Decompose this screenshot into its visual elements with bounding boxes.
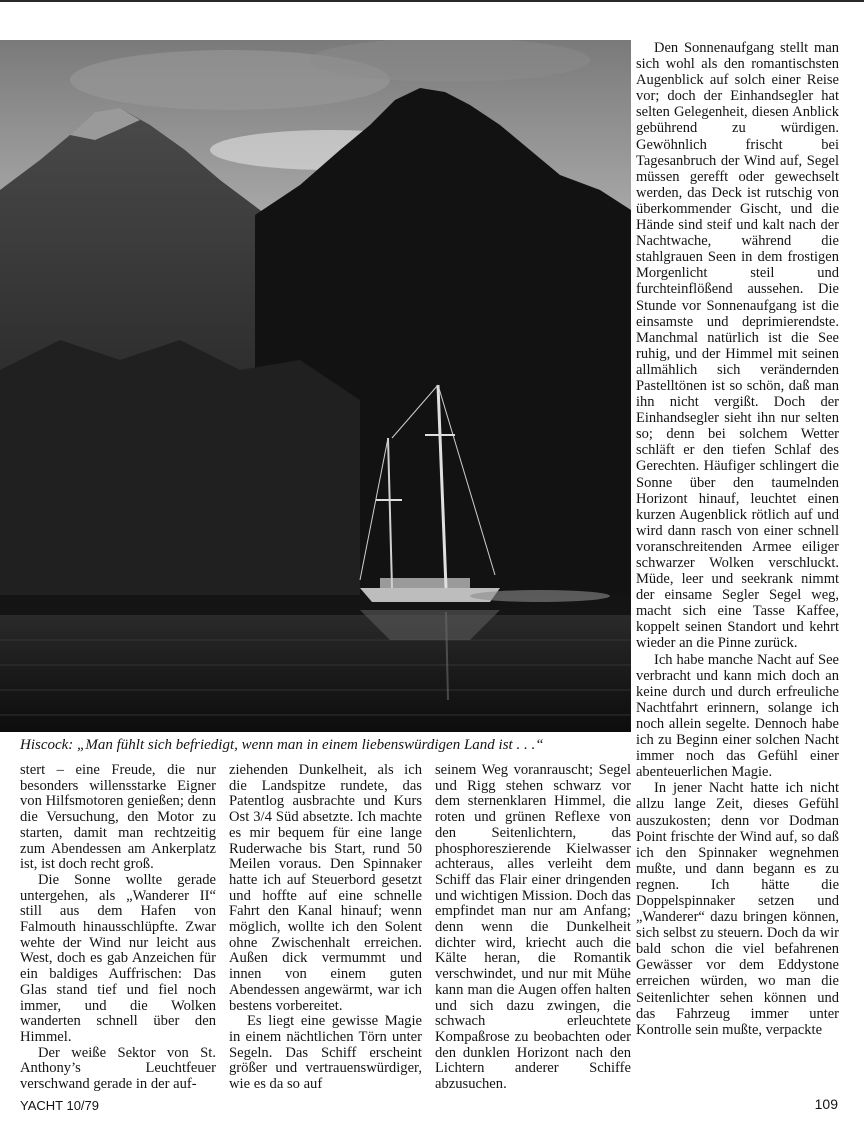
paragraph: In jener Nacht hatte ich nicht allzu lange Zeit, dieses Gefühl auszukosten; denn vor Dodman Point frischte der Wind auf, so daß ich den Spinnaker wegnehmen mußte, und dann begann es zu regnen. Ich hätte die Doppelspinnaker setzen und „Wanderer“ dazu bringen können, sich selbst zu steuern. Doch da wir bald schon die viel befahrenen Gewässer vor dem Eddystone erreichen würden, wo man die Seitenlichter sehen können und das Fahrzeug immer unter Kontrolle sein mußte, verpackte	[636, 780, 839, 1038]
page-number: 109	[814, 1096, 838, 1112]
top-rule	[0, 0, 864, 2]
paragraph: seinem Weg voranrauscht; Segel und Rigg stehen schwarz vor dem sternenklaren Himmel, die roten und grünen Reflexe von den Seitenlichtern, das phosphoreszierende Kielwasser achteraus, alles verleiht dem Schiff das Flair einer dringenden und wichtigen Mission. Doch das empfindet man nur am Anfang; denn wenn die Dunkelheit dichter wird, kriecht auch die Kälte heran, die Romantik verschwindet, und nur mit Mühe kann man die Augen offen halten und sich dazu zwingen, die schwach erleuchtete Kompaßrose zu beobachten oder den dunklen Horizont nach den Lichtern anderer Schiffe abzusuchen.	[435, 762, 631, 1093]
sailboat-photo	[0, 40, 631, 732]
paragraph: Es liegt eine gewisse Magie in einem nächtlichen Törn unter Segeln. Das Schiff erscheint größer und vertrauenswürdiger, wie es da so auf	[229, 1013, 422, 1093]
paragraph: Der weiße Sektor von St. Anthony’s Leuchtfeuer verschwand gerade in der auf-	[20, 1044, 216, 1093]
photo-sailboat-fjord-icon	[0, 40, 631, 732]
right-text-column	[636, 40, 839, 1038]
text-column-3	[435, 763, 631, 1093]
paragraph: stert – eine Freude, die nur besonders willensstarke Eigner von Hilfsmotoren genießen; denn die Versuchung, den Motor zu starten, damit man rechtzeitig zum Abendessen am Ankerplatz ist, ist doch recht groß.	[20, 762, 216, 873]
paragraph: Den Sonnenaufgang stellt man sich wohl als den romantischsten Augenblick auf solch einer Reise vor; doch der Einhandsegler hat selten Gelegenheit, diesen Anblick gebührend zu würdigen. Gewöhnlich frischt bei Tagesanbruch der Wind auf, Segel müssen gerefft oder gewechselt werden, das Deck ist rutschig von überkommender Gischt, und die Hände sind steif und kalt nach der Nachtwache, während die stahlgrauen Seen in dem frostigen Morgenlicht steil und furchteinflößend aussehen. Die Stunde vor Sonnenaufgang ist die einsamste und deprimierendste. Manchmal natürlich ist die See ruhig, und der Himmel mit seinen allmählich sich verändernden Pastelltönen ist so schön, daß man ihn nicht vergißt. Doch der Einhandsegler sieht ihn nur selten so; denn bei solchem Wetter schläft er den tiefen Schlaf des Gerechten. Häufiger schlingert die Sonne über den taumelnden Horizont hinauf, leuchtet einen kurzen Augenblick rötlich auf und wird dann rasch von einer schnell voranschreitenden Armee eiliger schwarzer Wolken verschluckt. Müde, leer und seekrank nimmt der einsame Segler Segel weg, macht sich eine Tasse Kaffee, koppelt seinen Standort und kehrt wieder an die Pinne zurück.	[636, 40, 839, 652]
magazine-issue: YACHT 10/79	[20, 1098, 100, 1113]
paragraph: Die Sonne wollte gerade untergehen, als „Wanderer II“ still aus dem Hafen von Falmouth hinausschlüpfte. Zwar wehte der Wind nur leicht aus West, doch es gab Anzeichen für ein baldiges Auffrischen: Das Glas stand tief und fiel noch immer, und die Wolken wanderten schnell über den Himmel.	[20, 871, 216, 1045]
paragraph: Ich habe manche Nacht auf See verbracht und kann mich doch an keine durch und durch erfreuliche Nachtfahrt erinnern, solange ich noch allein segelte. Dennoch habe ich zu Beginn einer solchen Nacht immer noch das Gefühl einer abenteuerlichen Magie.	[636, 651, 839, 781]
paragraph: ziehenden Dunkelheit, als ich die Landspitze rundete, das Patentlog ausbrachte und Kurs Ost 3/4 Süd absetzte. Ich machte es mir bequem für eine lange Ruderwache bis Start, rund 50 Meilen voraus. Den Spinnaker hatte ich auf Steuerbord gesetzt und hoffte auf eine schnelle Fahrt den Kanal hinauf; wenn möglich, wollte ich den Solent ohne Zwischenhalt erreichen. Außen dick vermummt und innen von einem guten Abendessen angewärmt, war ich bestens vorbereitet.	[229, 762, 422, 1014]
photo-caption: Hiscock: „Man fühlt sich befriedigt, wenn man in einem liebenswürdigen Land ist . . .“	[20, 737, 544, 753]
text-column-1	[20, 763, 216, 1093]
text-column-2	[229, 763, 422, 1093]
